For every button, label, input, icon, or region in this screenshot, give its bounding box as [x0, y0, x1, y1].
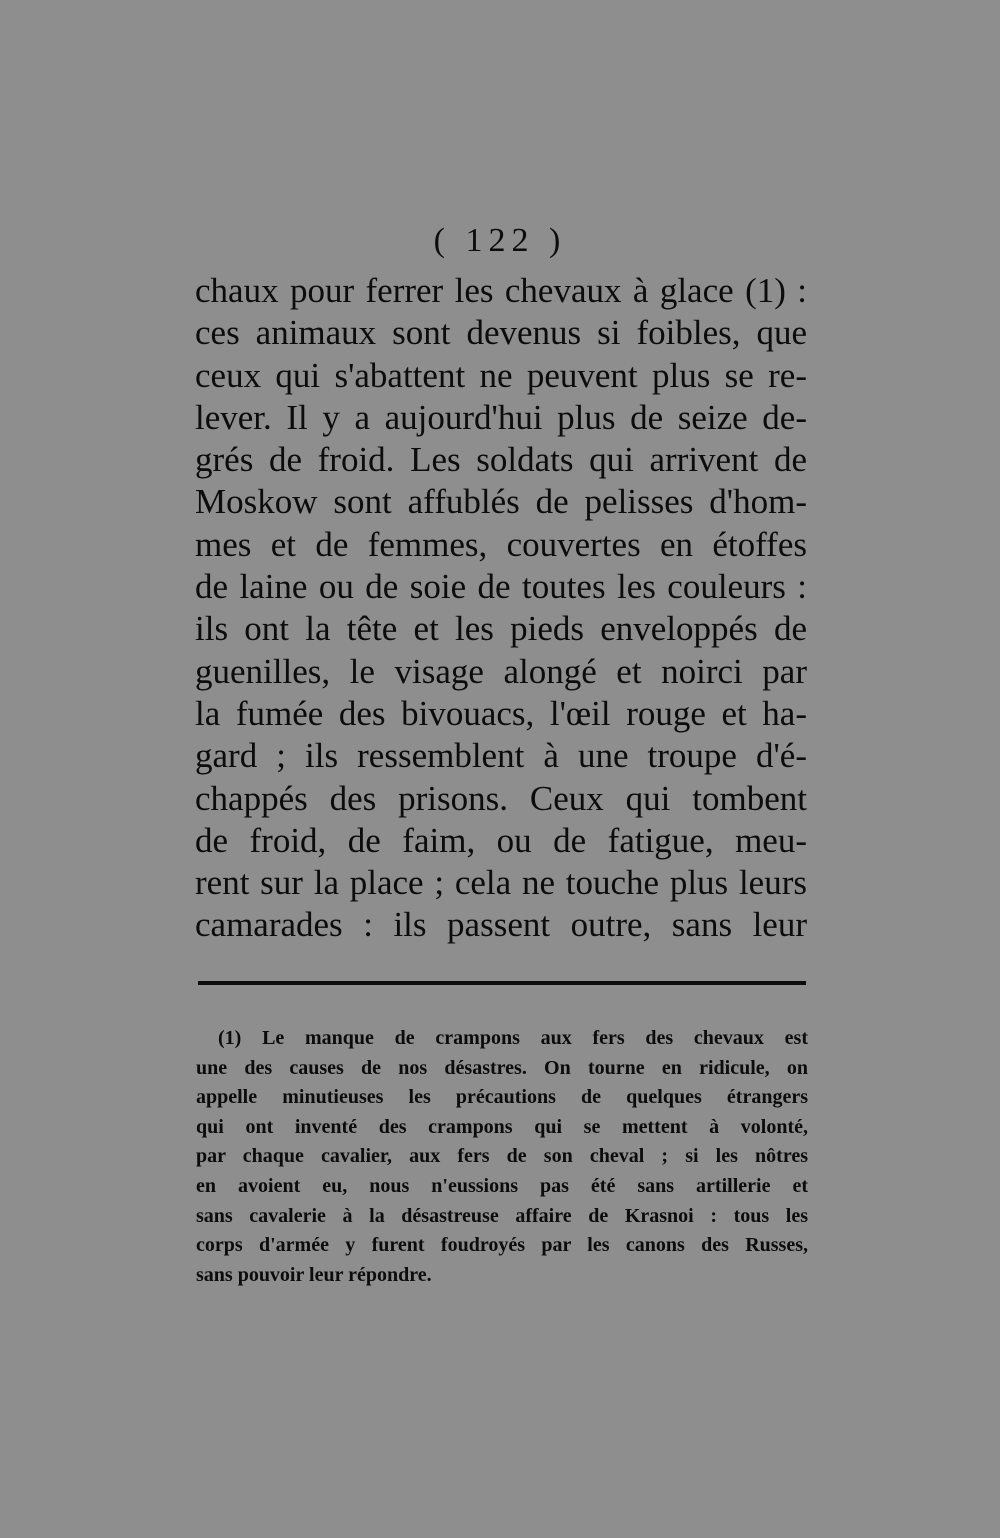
body-line: lever. Il y a aujourd'hui plus de seize de- — [195, 397, 807, 437]
footnote-line: corps d'armée y furent foudroyés par les canons des Russes, — [196, 1234, 808, 1257]
body-line: ils ont la tête et les pieds enveloppés de — [195, 609, 807, 649]
footnote-line: sans pouvoir leur répondre. — [196, 1263, 432, 1286]
body-line: ceux qui s'abattent ne peuvent plus se re- — [195, 355, 807, 395]
body-line: ces animaux sont devenus si foibles, que — [195, 313, 807, 353]
body-line: rent sur la place ; cela ne touche plus leurs — [195, 863, 807, 903]
footnote-line: en avoient eu, nous n'eussions pas été sans artillerie et — [196, 1174, 808, 1197]
body-line: Moskow sont affublés de pelisses d'hom- — [195, 482, 807, 522]
page-number: ( 122 ) — [433, 222, 567, 259]
footnote-line: sans cavalerie à la désastreuse affaire de Krasnoi : tous les — [196, 1204, 808, 1227]
body-line: camarades : ils passent outre, sans leur — [195, 905, 807, 945]
footnote — [196, 1024, 808, 1290]
body-line: chappés des prisons. Ceux qui tombent — [195, 778, 807, 818]
body-line: gard ; ils ressemblent à une troupe d'é- — [195, 736, 807, 776]
footnote-separator-rule — [198, 981, 806, 985]
body-line: la fumée des bivouacs, l'œil rouge et ha- — [195, 693, 807, 733]
footnote-line: une des causes de nos désastres. On tourne en ridicule, on — [196, 1056, 808, 1079]
body-line: guenilles, le visage alongé et noirci par — [195, 651, 807, 691]
body-line: chaux pour ferrer les chevaux à glace (1) : — [195, 271, 807, 310]
body-line: grés de froid. Les soldats qui arrivent de — [195, 440, 807, 480]
footnote-line: (1) Le manque de crampons aux fers des chevaux est — [218, 1027, 808, 1049]
body-line: de froid, de faim, ou de fatigue, meu- — [195, 820, 807, 860]
footnote-line: appelle minutieuses les précautions de quelques étrangers — [196, 1086, 808, 1109]
body-text — [195, 270, 807, 947]
body-line: de laine ou de soie de toutes les couleurs : — [195, 567, 807, 607]
footnote-line: par chaque cavalier, aux fers de son cheval ; si les nôtres — [196, 1145, 808, 1168]
footnote-line: qui ont inventé des crampons qui se mettent à volonté, — [196, 1115, 808, 1138]
body-line: mes et de femmes, couvertes en étoffes — [195, 524, 807, 564]
